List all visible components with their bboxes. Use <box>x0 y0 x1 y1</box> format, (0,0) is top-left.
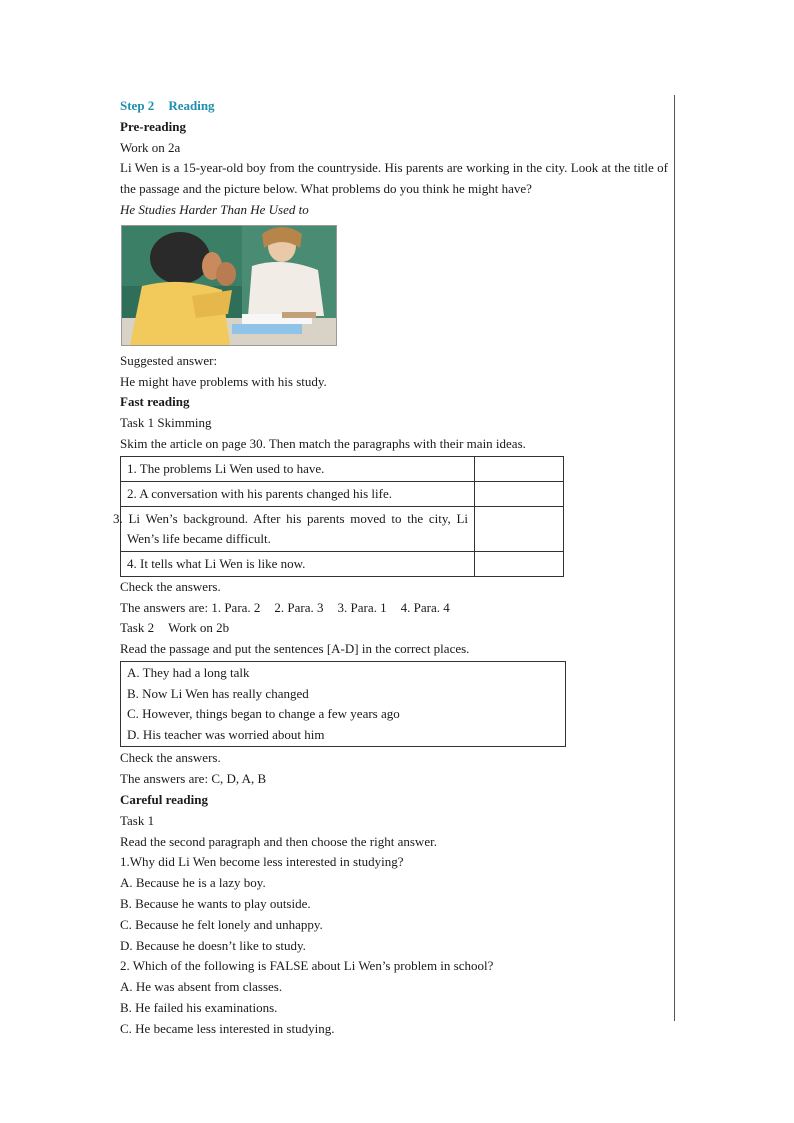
q1-option[interactable]: A. Because he is a lazy boy. <box>120 875 266 891</box>
table-cell: 2. A conversation with his parents changed his life. <box>121 481 475 506</box>
question-2: 2. Which of the following is FALSE about Li Wen’s problem in school? <box>120 958 494 974</box>
table-cell: 3. Li Wen’s background. After his parents moved to the city, Li Wen’s life became difficult. <box>121 506 475 551</box>
answer-item: 2. Para. 3 <box>274 599 324 615</box>
answer-blank[interactable] <box>475 456 564 481</box>
table-row <box>121 481 564 506</box>
q2-option[interactable]: B. He failed his examinations. <box>120 999 278 1015</box>
document-body <box>113 96 668 1039</box>
table-cell: 4. It tells what Li Wen is like now. <box>121 551 475 576</box>
q2-option[interactable]: C. He became less interested in studying. <box>120 1020 335 1036</box>
answer-item: 4. Para. 4 <box>400 599 450 615</box>
sentence-options-box <box>120 661 566 747</box>
answer-item: The answers are: 1. Para. 2 <box>120 599 261 615</box>
table-cell: 1. The problems Li Wen used to have. <box>121 456 475 481</box>
boy-and-teacher-photo <box>121 225 337 346</box>
table-row <box>121 456 564 481</box>
task2-instruction: Read the passage and put the sentences [A-D] in the correct places. <box>120 641 470 657</box>
answer-blank[interactable] <box>475 551 564 576</box>
task2-label <box>120 618 668 639</box>
answer-blank[interactable] <box>475 481 564 506</box>
q2-option[interactable]: A. He was absent from classes. <box>120 979 283 995</box>
work-label: Work on 2a <box>120 139 181 155</box>
careful-reading-heading: Careful reading <box>120 791 208 807</box>
list-item: B. Now Li Wen has really changed <box>127 685 309 701</box>
table-row <box>121 551 564 576</box>
suggested-label: Suggested answer: <box>120 352 218 368</box>
check-answers: Check the answers. <box>120 578 221 594</box>
careful-task-label: Task 1 <box>120 812 155 828</box>
margin-rule <box>674 95 675 1021</box>
passage-title: He Studies Harder Than He Used to <box>120 201 309 217</box>
q1-option[interactable]: C. Because he felt lonely and unhappy. <box>120 916 323 932</box>
table-row <box>121 506 564 551</box>
answers-line <box>120 598 668 619</box>
list-item: D. His teacher was worried about him <box>127 726 325 742</box>
task1-instruction: Skim the article on page 30. Then match the paragraphs with their main ideas. <box>120 435 526 451</box>
fast-reading-heading: Fast reading <box>120 394 190 410</box>
list-item: C. However, things began to change a few years ago <box>127 706 400 722</box>
q1-option[interactable]: B. Because he wants to play outside. <box>120 895 311 911</box>
check-answers-2: Check the answers. <box>120 750 221 766</box>
q1-option[interactable]: D. Because he doesn’t like to study. <box>120 937 306 953</box>
answer-item: 3. Para. 1 <box>337 599 387 615</box>
question-1: 1.Why did Li Wen become less interested in studying? <box>120 854 404 870</box>
step-title: Reading <box>168 98 215 113</box>
intro-paragraph: Li Wen is a 15-year-old boy from the countryside. His parents are working in the city. Look at the title of the passage and the picture below. What problems do you think he might have? <box>120 160 668 197</box>
step-label: Step 2 <box>120 98 155 113</box>
list-item: A. They had a long talk <box>127 664 250 680</box>
answer-blank[interactable] <box>475 506 564 551</box>
answers-line-2: The answers are: C, D, A, B <box>120 771 267 787</box>
task1-label: Task 1 Skimming <box>120 415 212 431</box>
matching-table <box>113 456 564 577</box>
suggested-answer: He might have problems with his study. <box>120 373 327 389</box>
task2-work: Work on 2b <box>168 620 230 636</box>
pre-reading-heading: Pre-reading <box>120 118 186 134</box>
task2-number: Task 2 <box>120 620 155 636</box>
careful-instruction: Read the second paragraph and then choose the right answer. <box>120 833 437 849</box>
step-heading <box>120 96 668 117</box>
